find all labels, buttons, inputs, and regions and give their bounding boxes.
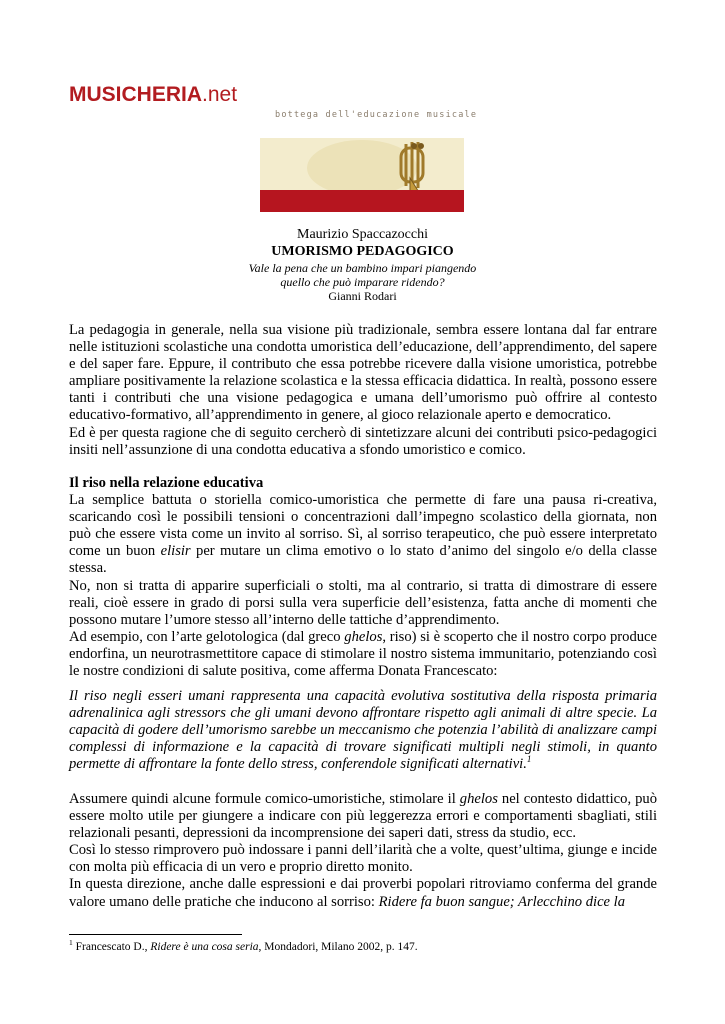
epigraph-line-2: quello che può imparare ridendo? bbox=[280, 275, 445, 289]
trumpet-banner bbox=[260, 138, 464, 212]
logo-brand: MUSICHERIA bbox=[69, 83, 203, 106]
footnote-ref[interactable]: 1 bbox=[526, 754, 532, 765]
paragraph: Così lo stesso rimprovero può indossare i panni dell’ilarità che a volte, quest’ultima, giunge e incide con molta più efficacia di un vero e proprio diretto monito. bbox=[69, 842, 657, 876]
article-title: UMORISMO PEDAGOGICO bbox=[271, 244, 454, 259]
paragraph: In questa direzione, anche dalle espressioni e dai proverbi popolari ritroviamo conferma del grande valore umano delle pratiche che inducono al sorriso: Ridere fa buon sangue; Arlecchino dice la bbox=[69, 876, 657, 910]
logo-tld: .net bbox=[202, 83, 238, 106]
paragraph: No, non si tratta di apparire superficiali o stolti, ma al contrario, si tratta di dimostrare di essere reali, cioè essere in grado di porsi sulla vera superficie dell’esistenza, fatta anche di momenti che possono mutare l’umore stesso all’interno delle tattiche d’apprendimento. bbox=[69, 577, 657, 628]
intro-paragraph-2: Ed è per questa ragione che di seguito cercherò di sintetizzare alcuni dei contributi psico-pedagogici insiti nell’assunzione di una condotta educativa a sfondo umoristico e comico. bbox=[69, 424, 657, 458]
paragraph: La semplice battuta o storiella comico-umoristica che permette di fare una pausa ri-creativa, scaricando così le possibili tensioni o concentrazioni dall’impegno scolastico della giornata, non può che essere vista come un invito al sorriso. Sì, al sorriso terapeutico, che può essere interpretato come un buon elisir per mutare un clima emotivo o lo stato d’animo del singolo e/o della classe stessa. bbox=[69, 492, 657, 577]
paragraph: Assumere quindi alcune formule comico-umoristiche, stimolare il ghelos nel contesto didattico, può essere molto utile per giungere a indicare con più leggerezza errori e comportamenti sbagliati, stili relazionali pesanti, depressioni da incomprensione dei saperi dati, stress da studio, ecc. bbox=[69, 791, 657, 842]
footnote: $^1$ Francescato D., Ridere è una cosa seria, Mondadori, Milano 2002, p. 147. bbox=[69, 938, 418, 953]
intro-section bbox=[69, 322, 657, 459]
banner-stripe bbox=[260, 190, 464, 212]
epigraph-author: Gianni Rodari bbox=[328, 289, 397, 303]
quote: Il riso negli esseri umani rappresenta una capacità evolutiva sostitutiva della risposta primaria adrenalinica agli stressors che gli umani devono affrontare rispetto agli animali di altre specie. La capacità di godere dell’umorismo sarebbe un meccanismo che potenzia l’abilità di analizzare campi complessi di informazione e la capacità di trovare significati multipli negli stimoli, in quanto permette di affrontare la fonte dello stress, conferendole significati alternativi.$^1$ bbox=[69, 688, 657, 773]
section-riso bbox=[69, 475, 657, 680]
footnote-divider bbox=[69, 934, 242, 935]
author: Maurizio Spaccazocchi bbox=[297, 227, 428, 242]
quote-block bbox=[69, 688, 657, 773]
section-heading: Il riso nella relazione educativa bbox=[69, 475, 264, 491]
section-continuation bbox=[69, 791, 657, 911]
intro-paragraph: La pedagogia in generale, nella sua visione più tradizionale, sembra essere lontana dal far entrare nelle istituzioni scolastiche una condotta umoristica dell’educazione, dell’apprendimento, del sapere e del saper fare. Eppure, il contributo che essa potrebbe ricevere dalla visione umoristica, potrebbe ampliare positivamente la relazione scolastica e la stessa efficacia didattica. In realtà, possono essere tanti i contributi che una visione pedagogica e umana dell’umorismo può offrire al contesto educativo-formativo, all’apprendimento in genere, al gioco relazionale aperto e democratico. bbox=[69, 322, 657, 424]
site-logo[interactable] bbox=[69, 83, 237, 107]
paragraph: Ad esempio, con l’arte gelotologica (dal greco ghelos, riso) si è scoperto che il nostro corpo produce endorfina, un neurotrasmettitore capace di stimolare il nostro sistema immunitario, potenziando così le nostre condizioni di salute positiva, come afferma Donata Francescato: bbox=[69, 628, 657, 680]
epigraph-line-1: Vale la pena che un bambino impari piangendo bbox=[248, 261, 477, 275]
site-tagline: bottega dell'educazione musicale bbox=[275, 110, 478, 120]
